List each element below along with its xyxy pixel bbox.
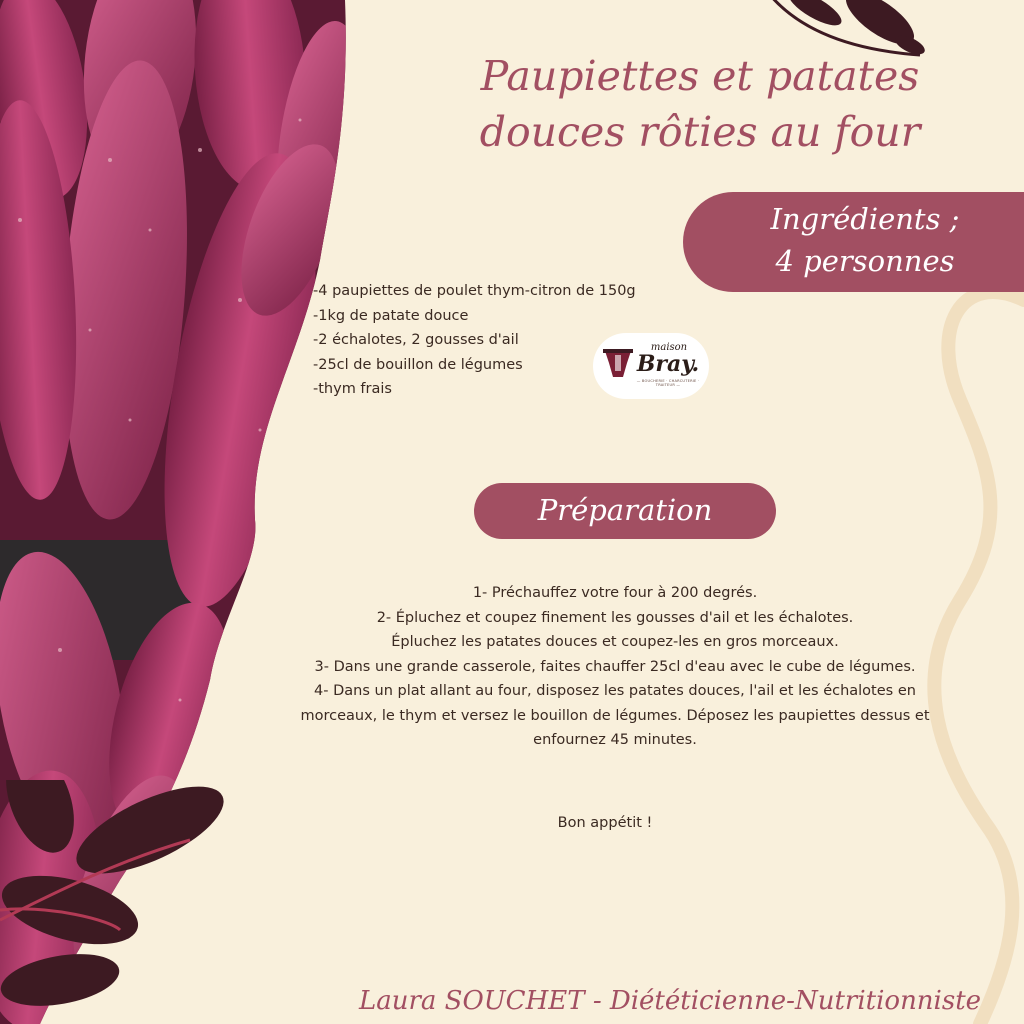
preparation-heading: Préparation <box>537 493 713 527</box>
preparation-step-line: Épluchez les patates douces et coupez-les en gros morceaux. <box>391 634 839 650</box>
preparation-steps <box>215 581 1015 753</box>
preparation-step-line: 1- Préchauffez votre four à 200 degrés. <box>472 585 758 601</box>
ingredients-heading-line2: 4 personnes <box>775 244 955 278</box>
logo-word-bray: Bray. <box>636 351 700 377</box>
closing-message: Bon appétit ! <box>557 815 653 831</box>
ingredient-item: -25cl de bouillon de légumes <box>313 356 523 373</box>
preparation-step-line: 4- Dans un plat allant au four, disposez les patates douces, l'ail et les échalotes en <box>314 683 916 699</box>
preparation-step-line: 3- Dans une grande casserole, faites chauffer 25cl d'eau avec le cube de légumes. <box>314 658 916 675</box>
ingredient-item: -2 échalotes, 2 gousses d'ail <box>313 332 519 348</box>
ingredient-item: -1kg de patate douce <box>313 307 469 324</box>
ingredients-heading <box>720 198 1010 282</box>
logo-word-maison: maison <box>650 342 688 353</box>
ingredient-item: -4 paupiettes de poulet thym-citron de 150g <box>313 283 636 299</box>
author-signature: Laura SOUCHET - Diététicienne-Nutritionniste <box>358 986 982 1016</box>
recipe-title-line1: Paupiettes et patates <box>480 52 920 100</box>
preparation-step-line: morceaux, le thym et versez le bouillon de légumes. Déposez les paupiettes dessus et <box>300 707 930 724</box>
preparation-step-line: 2- Épluchez et coupez finement les gousses d'ail et les échalotes. <box>376 609 854 626</box>
recipe-title-line2: douces rôties au four <box>479 108 921 156</box>
recipe-title <box>400 48 1000 160</box>
maison-bray-logo <box>593 333 709 399</box>
ingredients-heading-line1: Ingrédients ; <box>770 202 960 236</box>
logo-emblem-icon <box>603 347 633 381</box>
ingredient-item: -thym frais <box>313 381 392 397</box>
leaf-decoration-bottom <box>0 780 240 1024</box>
logo-tagline: — BOUCHERIE · CHARCUTERIE · TRAITEUR — <box>636 379 700 387</box>
preparation-step-line: enfournez 45 minutes. <box>533 732 697 748</box>
